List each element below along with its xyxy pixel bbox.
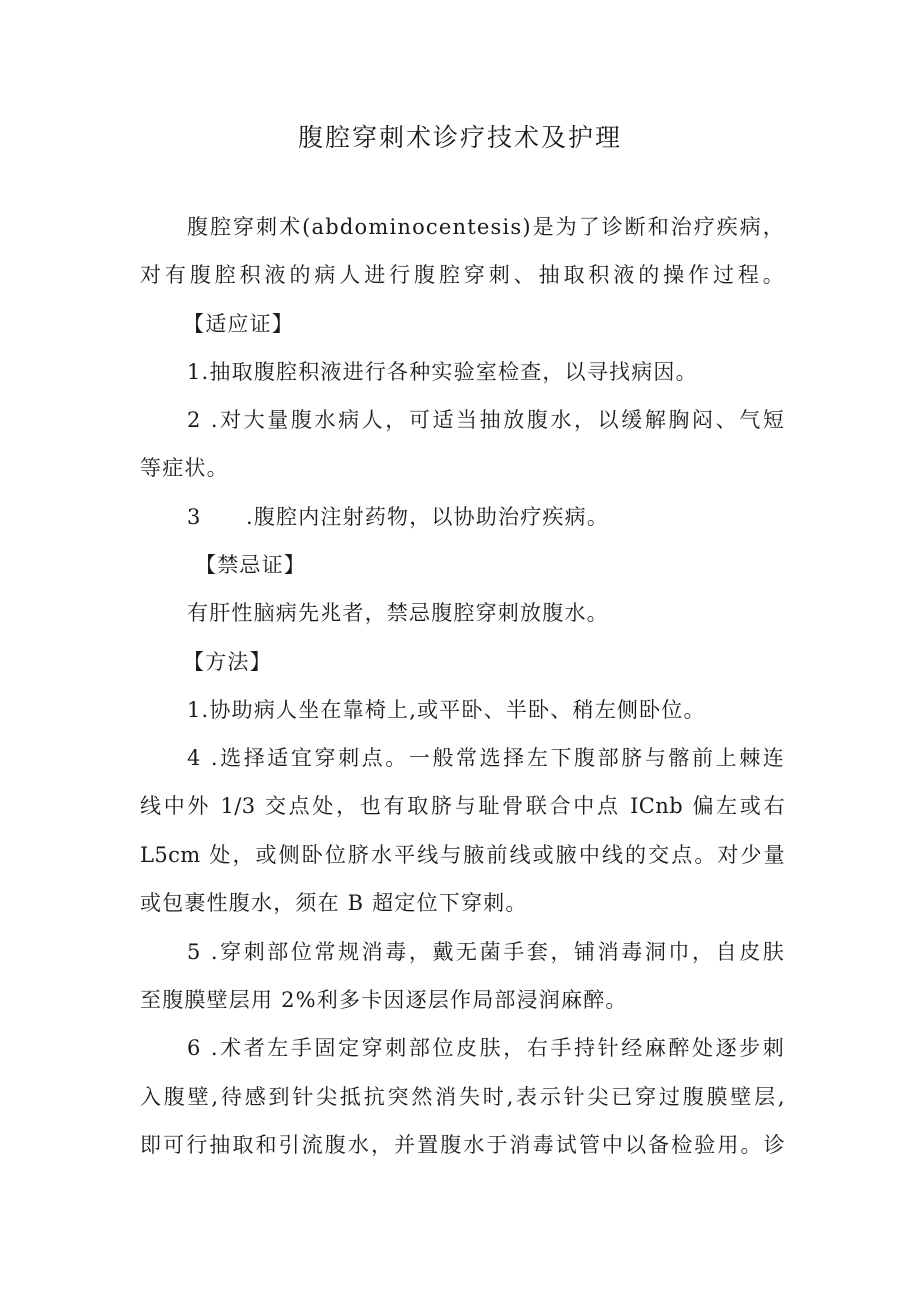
section-heading-method: 【方法】 bbox=[183, 650, 272, 674]
paragraph-line: 或包裹性腹水，须在 B 超定位下穿刺。 bbox=[140, 891, 528, 915]
paragraph-line: 1.协助病人坐在靠椅上,或平卧、半卧、稍左侧卧位。 bbox=[187, 698, 706, 722]
paragraph-line: 2 .对大量腹水病人，可适当抽放腹水，以缓解胸闷、气短 bbox=[187, 408, 785, 432]
paragraph-line: 4 .选择适宜穿刺点。一般常选择左下腹部脐与髂前上棘连 bbox=[187, 746, 785, 770]
section-heading-contraindications: 【禁忌证】 bbox=[195, 553, 306, 577]
paragraph-line: 对有腹腔积液的病人进行腹腔穿刺、抽取积液的操作过程。 bbox=[140, 263, 785, 287]
paragraph-line: 至腹膜壁层用 2%利多卡因逐层作局部浸润麻醉。 bbox=[140, 988, 628, 1012]
paragraph-line: 6 .术者左手固定穿刺部位皮肤，右手持针经麻醉处逐步刺 bbox=[187, 1036, 785, 1060]
paragraph-line: 腹腔穿刺术(abdominocentesis)是为了诊断和治疗疾病， bbox=[187, 215, 785, 239]
section-heading-indications: 【适应证】 bbox=[183, 312, 294, 336]
paragraph-line: 有肝性脑病先兆者，禁忌腹腔穿刺放腹水。 bbox=[187, 601, 609, 625]
paragraph-line: 1.抽取腹腔积液进行各种实验室检查，以寻找病因。 bbox=[187, 360, 698, 384]
paragraph-line: 5 .穿刺部位常规消毒，戴无菌手套，铺消毒洞巾，自皮肤 bbox=[187, 940, 785, 964]
paragraph-line: 即可行抽取和引流腹水，并置腹水于消毒试管中以备检验用。诊 bbox=[140, 1133, 785, 1157]
paragraph-line: L5cm 处，或侧卧位脐水平线与腋前线或腋中线的交点。对少量 bbox=[140, 843, 785, 867]
paragraph-line: 线中外 1/3 交点处，也有取脐与耻骨联合中点 ICnb 偏左或右 bbox=[140, 794, 785, 818]
paragraph-line: 3 .腹腔内注射药物，以协助治疗疾病。 bbox=[187, 505, 610, 529]
document-title: 腹腔穿刺术诊疗技术及护理 bbox=[297, 123, 622, 152]
paragraph-line: 等症状。 bbox=[140, 456, 229, 480]
paragraph-line: 入腹壁,待感到针尖抵抗突然消失时,表示针尖已穿过腹膜壁层, bbox=[140, 1085, 785, 1109]
